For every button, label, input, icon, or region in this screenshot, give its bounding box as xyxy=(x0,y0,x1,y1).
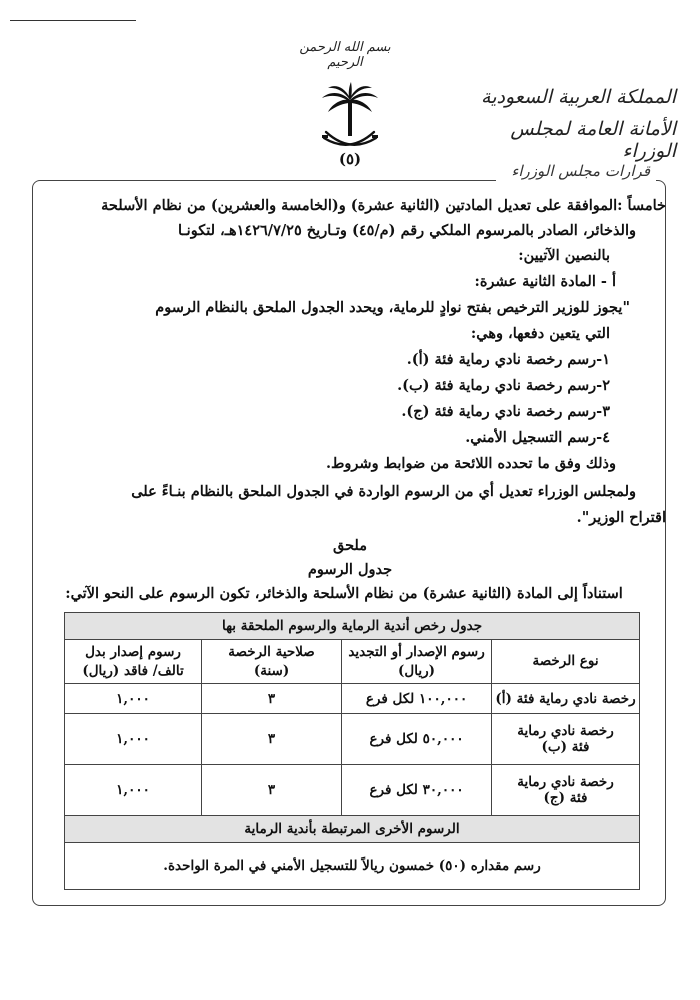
palm-and-swords-icon xyxy=(318,82,382,156)
table-row xyxy=(65,765,640,816)
issue-fee-cell: ٣٠,٠٠٠ لكل فرع xyxy=(342,765,492,816)
fee-item-2: ٢-رسم رخصة نادي رماية فئة (ب). xyxy=(397,377,610,394)
column-issue-fee: رسوم الإصدار أو التجديد (ريال) xyxy=(342,640,492,684)
fee-item-4: ٤-رسم التسجيل الأمني. xyxy=(465,429,610,446)
fees-table xyxy=(64,612,640,890)
column-replacement-fee: رسوم إصدار بدل تالف/ فاقد (ريال) xyxy=(65,640,202,684)
replacement-fee-cell: ١,٠٠٠ xyxy=(65,684,202,714)
column-license-type: نوع الرخصة xyxy=(492,640,640,684)
kingdom-title: المملكة العربية السعودية xyxy=(481,86,676,108)
basmala: بسم الله الرحمن الرحيم xyxy=(299,40,391,70)
top-rule xyxy=(10,20,136,21)
quote-line-1: "يجوز للوزير الترخيص بفتح نوادٍ للرماية، ويحدد الجدول الملحق بالنظام الرسوم xyxy=(155,299,630,316)
secretariat-title: الأمانة العامة لمجلس الوزراء xyxy=(510,118,676,162)
annex-title: ملحق xyxy=(332,537,368,554)
annex-intro: استناداً إلى المادة (الثانية عشرة) من نظام الأسلحة والذخائر، تكون الرسوم على النحو الآتي: xyxy=(65,585,623,602)
other-fees-header: الرسوم الأخرى المرتبطة بأندية الرماية xyxy=(65,816,640,843)
conditions-line: وذلك وفق ما تحدده اللائحة من ضوابط وشروط. xyxy=(325,455,616,472)
validity-cell: ٣ xyxy=(202,765,342,816)
decision-line-1: خامساً :الموافقة على تعديل المادتين (الثانية عشرة) و(الخامسة والعشرين) من نظام الأسلحة xyxy=(101,197,666,214)
replacement-fee-cell: ١,٠٠٠ xyxy=(65,765,202,816)
council-decisions-label: قرارات مجلس الوزراء xyxy=(511,162,650,180)
fee-item-3: ٣-رسم رخصة نادي رماية فئة (ج). xyxy=(401,403,610,420)
license-type-cell: رخصة نادي رماية فئة (ج) xyxy=(492,765,640,816)
validity-cell: ٣ xyxy=(202,714,342,765)
fee-item-1: ١-رسم رخصة نادي رماية فئة (أ). xyxy=(406,351,610,368)
other-fees-note: رسم مقداره (٥٠) خمسون ريالاً للتسجيل الأمني في المرة الواحدة. xyxy=(65,843,640,890)
license-type-cell: رخصة نادي رماية فئة (ب) xyxy=(492,714,640,765)
decision-line-2: والذخائر، الصادر بالمرسوم الملكي رقم (م/٤٥) وتـاريخ ١٤٢٦/٧/٢٥هـ، لتكونـا xyxy=(178,222,636,239)
table-row xyxy=(65,684,640,714)
fees-table-title: جدول الرسوم xyxy=(307,561,393,578)
table-row xyxy=(65,714,640,765)
issue-fee-cell: ١٠٠,٠٠٠ لكل فرع xyxy=(342,684,492,714)
council-line-1: ولمجلس الوزراء تعديل أي من الرسوم الواردة في الجدول الملحق بالنظام بنـاءً على xyxy=(131,483,636,500)
license-type-cell: رخصة نادي رماية فئة (أ) xyxy=(492,684,640,714)
validity-cell: ٣ xyxy=(202,684,342,714)
article-heading: أ - المادة الثانية عشرة: xyxy=(474,273,616,290)
page-number: (٥) xyxy=(338,150,362,168)
issue-fee-cell: ٥٠,٠٠٠ لكل فرع xyxy=(342,714,492,765)
replacement-fee-cell: ١,٠٠٠ xyxy=(65,714,202,765)
council-line-2: اقتراح الوزير". xyxy=(576,509,666,526)
column-validity: صلاحية الرخصة (سنة) xyxy=(202,640,342,684)
fees-table-header: جدول رخص أندية الرماية والرسوم الملحقة بها xyxy=(65,613,640,640)
decision-line-3: بالنصين الآتيين: xyxy=(518,247,610,264)
quote-line-2: التي يتعين دفعها، وهي: xyxy=(470,325,610,342)
